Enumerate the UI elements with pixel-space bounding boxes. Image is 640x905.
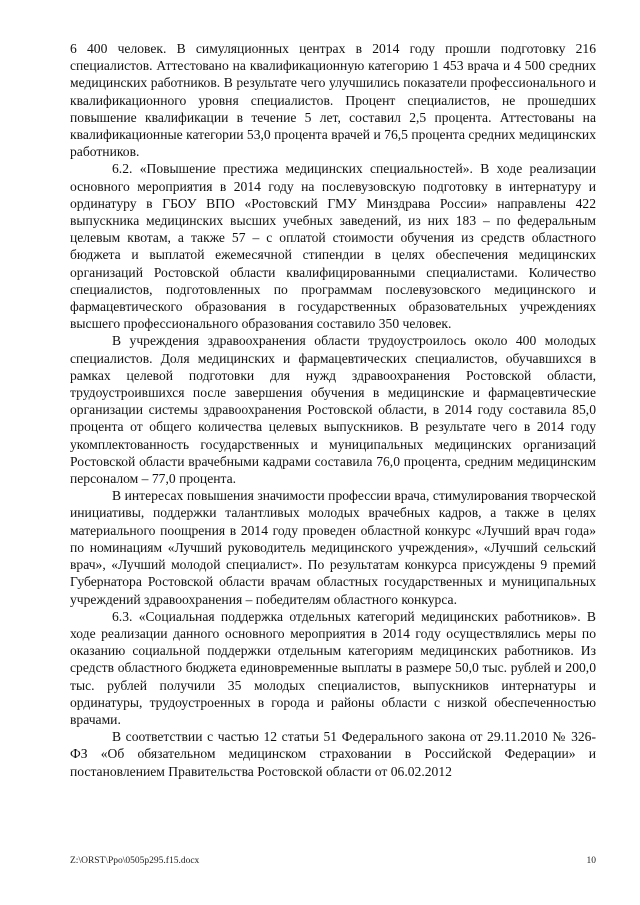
paragraph-federal-law: В соответствии с частью 12 статьи 51 Федерального закона от 29.11.2010 № 326-ФЗ «Об обязательном медицинском страховании в Российской Федерации» и постановлением Правительства Ростовской области от 06.02.2012 — [70, 729, 596, 779]
footer-file-path: Z:\ORST\Ppo\0505p295.f15.docx — [70, 856, 200, 866]
paragraph-employment: В учреждения здравоохранения области трудоустроилось около 400 молодых специалистов. Доля медицинских и фармацевтических специалистов, обучавшихся в рамках целевой подготовки для нужд здравоохранения Ростовской области, трудоустроившихся после завершения обучения в медицинские и фармацевтические организации системы здравоохранения Ростовской области, в 2014 году составила 85,0 процента от общего количества целевых выпускников. В результате чего в 2014 году укомплектованность государственных и муниципальных медицинских организаций Ростовской области врачебными кадрами составила 76,0 процента, средним медицинским персоналом – 77,0 процента. — [70, 333, 596, 487]
paragraph-contest: В интересах повышения значимости профессии врача, стимулирования творческой инициативы, поддержки талантливых молодых врачебных кадров, а также в целях материального поощрения в 2014 году проведен областной конкурс «Лучший врач года» по номинациям «Лучший руководитель медицинского учреждения», «Лучший сельский врач», «Лучший молодой специалист». По результатам конкурса присуждены 9 премий Губернатора Ростовской области врачам областных государственных и муниципальных учреждений здравоохранения – победителям областного конкурса. — [70, 488, 596, 607]
document-body — [70, 40, 596, 780]
page-number: 10 — [586, 856, 596, 866]
paragraph-continuation: 6 400 человек. В симуляционных центрах в 2014 году прошли подготовку 216 специалистов. Аттестовано на квалификационную категорию 1 453 врача и 4 500 средних медицинских работников. В результате чего улучшились показатели профессионального и квалификационного уровня специалистов. Процент специалистов, не прошедших повышение квалификации в течение 5 лет, составил 2,5 процента. Аттестованы на квалификационные категории 53,0 процента врачей и 76,5 процента средних медицинских работников. — [70, 41, 596, 160]
paragraph-section-6-2: 6.2. «Повышение престижа медицинских специальностей». В ходе реализации основного мероприятия в 2014 году на послевузовскую подготовку в интернатуру и ординатуру в ГБОУ ВПО «Ростовский ГМУ Минздрава России» направлены 422 выпускника медицинских высших учебных заведений, из них 183 – по федеральным целевым квотам, а также 57 – с оплатой стоимости обучения из средств областного бюджета и выплатой ежемесячной стипендии в целях обеспечения медицинских организаций Ростовской области квалифицированными специалистами. Количество специалистов, подготовленных по программам послевузовского медицинского и фармацевтического образования в государственных образовательных учреждениях высшего профессионального образования составило 350 человек. — [70, 161, 596, 332]
paragraph-section-6-3: 6.3. «Социальная поддержка отдельных категорий медицинских работников». В ходе реализации данного основного мероприятия в 2014 году осуществлялись меры по оказанию социальной поддержки отдельным категориям медицинских работников. Из средств областного бюджета единовременные выплаты в размере 50,0 тыс. рублей и 200,0 тыс. рублей получили 35 молодых специалистов, выпускников интернатуры и ординатуры, трудоустроенных в города и районы области с низкой обеспеченностью врачами. — [70, 608, 596, 727]
